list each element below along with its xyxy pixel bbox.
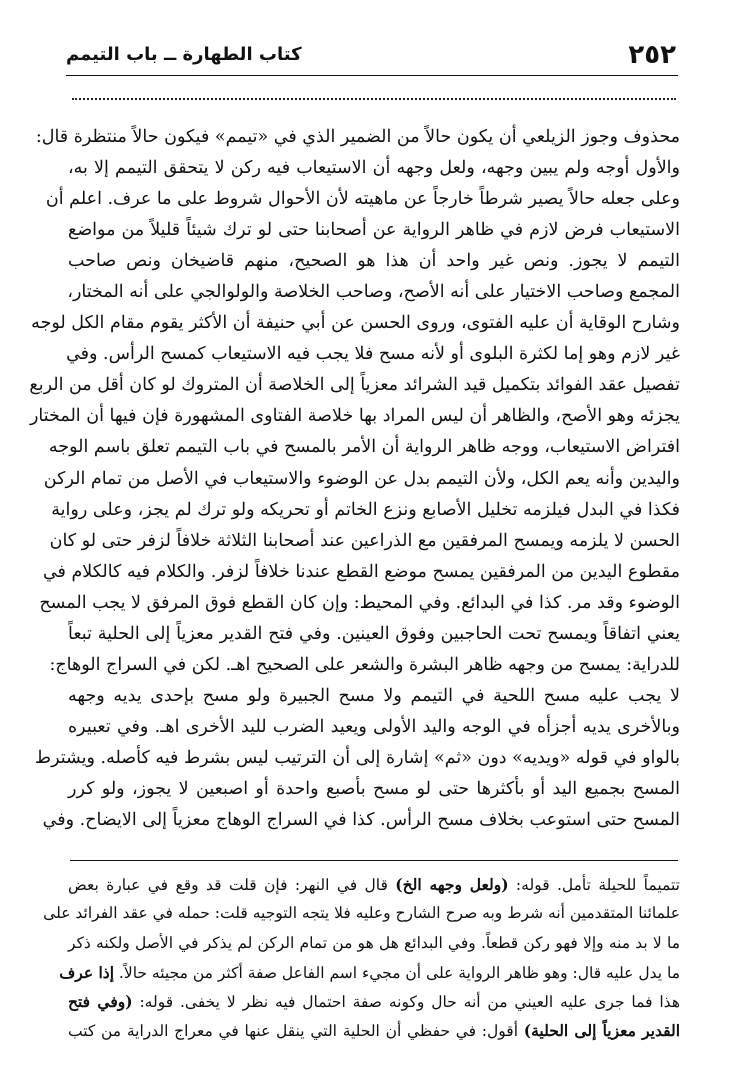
footnotes-body [43, 870, 680, 1046]
main-text-line: واليدين وأنه يعم الكل، ولأن التيمم بدل عن الوضوء والاستيعاب في الأصل من تمام الركن [43, 468, 680, 489]
main-text-line: المسح بجميع اليد أو بأكثرها حتى لو مسح بأصبع واحدة أو اصبعين لا يجوز، ولو كرر [68, 778, 680, 799]
main-text-line: افتراض الاستيعاب، ووجه ظاهر الرواية أن الأمر بالمسح في باب التيمم تعلق باسم الوجه [48, 437, 680, 458]
page-header [66, 36, 678, 76]
main-text-line: غير لازم وهو إما لكثرة البلوى أو لأنه مسح فلا يجب فيه الاستيعاب كمسح الرأس. وفي [66, 344, 680, 365]
footnote-separator [70, 860, 678, 861]
footnote-text: ما لا بد منه وإلا فهو ركن قطعاً. وفي البدائع هل هو من تمام الركن لم يذكر في الأصل ولكنه ذكر [68, 933, 680, 952]
main-text-body [29, 122, 680, 836]
main-text-line: والأول أوجه ولم يبين وجهه، ولعل وجهه أن الاستيعاب فيه ركن لا يتحقق التيمم إلا به، [68, 158, 680, 179]
main-text-line: التيمم لا يجوز. ونص غير واحد أن هذا هو الصحيح، منهم قاضيخان ونص صاحب [68, 251, 680, 272]
main-text-line: فكذا في البدل فيلزمه تخليل الأصابع ونزع الخاتم أو تحريكه ولو ترك لم يجز، وعلى رواية [51, 499, 680, 520]
running-title: كتاب الطهارة ــ باب التيمم [66, 44, 302, 65]
main-text-line: الاستيعاب فرض لازم في ظاهر الرواية عن أصحابنا حتى لو ترك شيئاً قليلاً من مواضع [68, 220, 680, 241]
footnote-text: هذا فما جرى عليه العيني من أنه حال وكونه صفة احتمال فيه نظر لا يخفى. قوله: [132, 993, 680, 1012]
main-text-line: تفصيل عقد الفوائد بتكميل قيد الشرائد معزياً إلى الخلاصة أن المتروك لو كان أقل من الربع [29, 375, 680, 396]
footnote-quote: (ولعل وجهه الخ) [395, 875, 509, 894]
main-text-line: للدراية: يمسح من وجهه ظاهر البشرة والشعر على الصحيح اهـ. لكن في السراج الوهاج: [49, 654, 680, 675]
footnote-text: قال في النهر: فإن قلت قد وقع في عبارة بعض [68, 876, 396, 894]
footnote-line [43, 899, 680, 928]
footnote-line [68, 1016, 680, 1045]
footnote-quote: القدير معزياً إلى الحلية) [523, 1021, 680, 1041]
main-text-line: لا يجب عليه مسح اللحية في التيمم ولا مسح الجبيرة ولو مسح بإحدى يديه وجهه [68, 685, 680, 706]
main-text-line: مقطوع اليدين من المرفقين يمسح موضع القطع عندنا خلافاً لزفر. والكلام فيه كالكلام في [42, 561, 680, 582]
main-text-line: وبالأخرى يديه أجزأه في الوجه واليد الأولى ويعيد الضرب لليد الأخرى اهـ. وفي تعبيره [68, 716, 680, 737]
main-text-line: بالواو في قوله «ويديه» دون «ثم» إشارة إلى أن الترتيب ليس بشرط فيه كأصله. ويشترط [34, 747, 680, 768]
footnote-text: أقول: في حفظي أن الحلية التي ينقل عنها في معراج الدراية من كتب [68, 1022, 524, 1041]
footnote-quote: (وفي فتح [68, 992, 133, 1012]
main-text-line: يجزئه وهو الأصح، والظاهر أن ليس المراد بها خلاصة الفتاوى المشهورة فإن فيها أن المختار [29, 406, 680, 427]
dotted-separator [72, 98, 676, 100]
main-text-line: الوضوء وقد مر. كذا في البدائع. وفي المحيط: وإن كان القطع فوق المرفق لا يجب المسح [39, 592, 680, 613]
footnote-line [68, 929, 680, 958]
page-number: ٢٥٢ [628, 40, 676, 70]
footnote-text: تتميماً للحيلة تأمل. قوله: [508, 876, 680, 894]
footnote-line [68, 870, 680, 899]
footnote-text: ما يدل عليه قال: وهو ظاهر الرواية على أن مجيء اسم الفاعل صفة أكثر من مجيئه حالاً. [114, 963, 680, 982]
main-text-line: المسح حتى استوعب بخلاف مسح الرأس. كذا في السراج الوهاج معزياً إلى الايضاح. وفي [42, 810, 680, 831]
main-text-line: وشارح الوقاية أن عليه الفتوى، وروى الحسن عن أبي حنيفة أن الأكثر يقوم مقام الكل لوجه [31, 313, 680, 334]
main-text-line: يعني اتفاقاً ويمسح تحت الحاجبين وفوق العينين. وفي فتح القدير معزياً إلى الحلية تبعاً [68, 623, 680, 644]
main-text-line: المجمع وصاحب الاختيار على أنه الأصح، وصاحب الخلاصة والولوالجي على أنه المختار، [67, 282, 680, 303]
footnote-line [59, 958, 680, 987]
main-text-line: وعلى جعله حالاً يصير شرطاً خارجاً عن ماهيته لأن الأحوال شروط على ما عرف. اعلم أن [45, 189, 680, 210]
main-text-line: محذوف وجوز الزيلعي أن يكون حالاً من الضمير الذي في «تيمم» فيكون حالاً منتظرة قال: [35, 127, 680, 147]
footnote-quote: إذا عرف [59, 962, 114, 982]
main-text-line: الحسن لا يلزمه ويمسح المرفقين مع الذراعين عند أصحابنا الثلاثة خلافاً لزفر حتى لو كان [49, 530, 680, 551]
header-rule [66, 75, 678, 76]
footnote-line [68, 987, 680, 1016]
footnote-text: علمائنا المتقدمين أنه شرط وبه صرح الشارح وعليه فلا يتجه التوجيه قلت: حمله في عقد الفرائد على [43, 904, 680, 923]
